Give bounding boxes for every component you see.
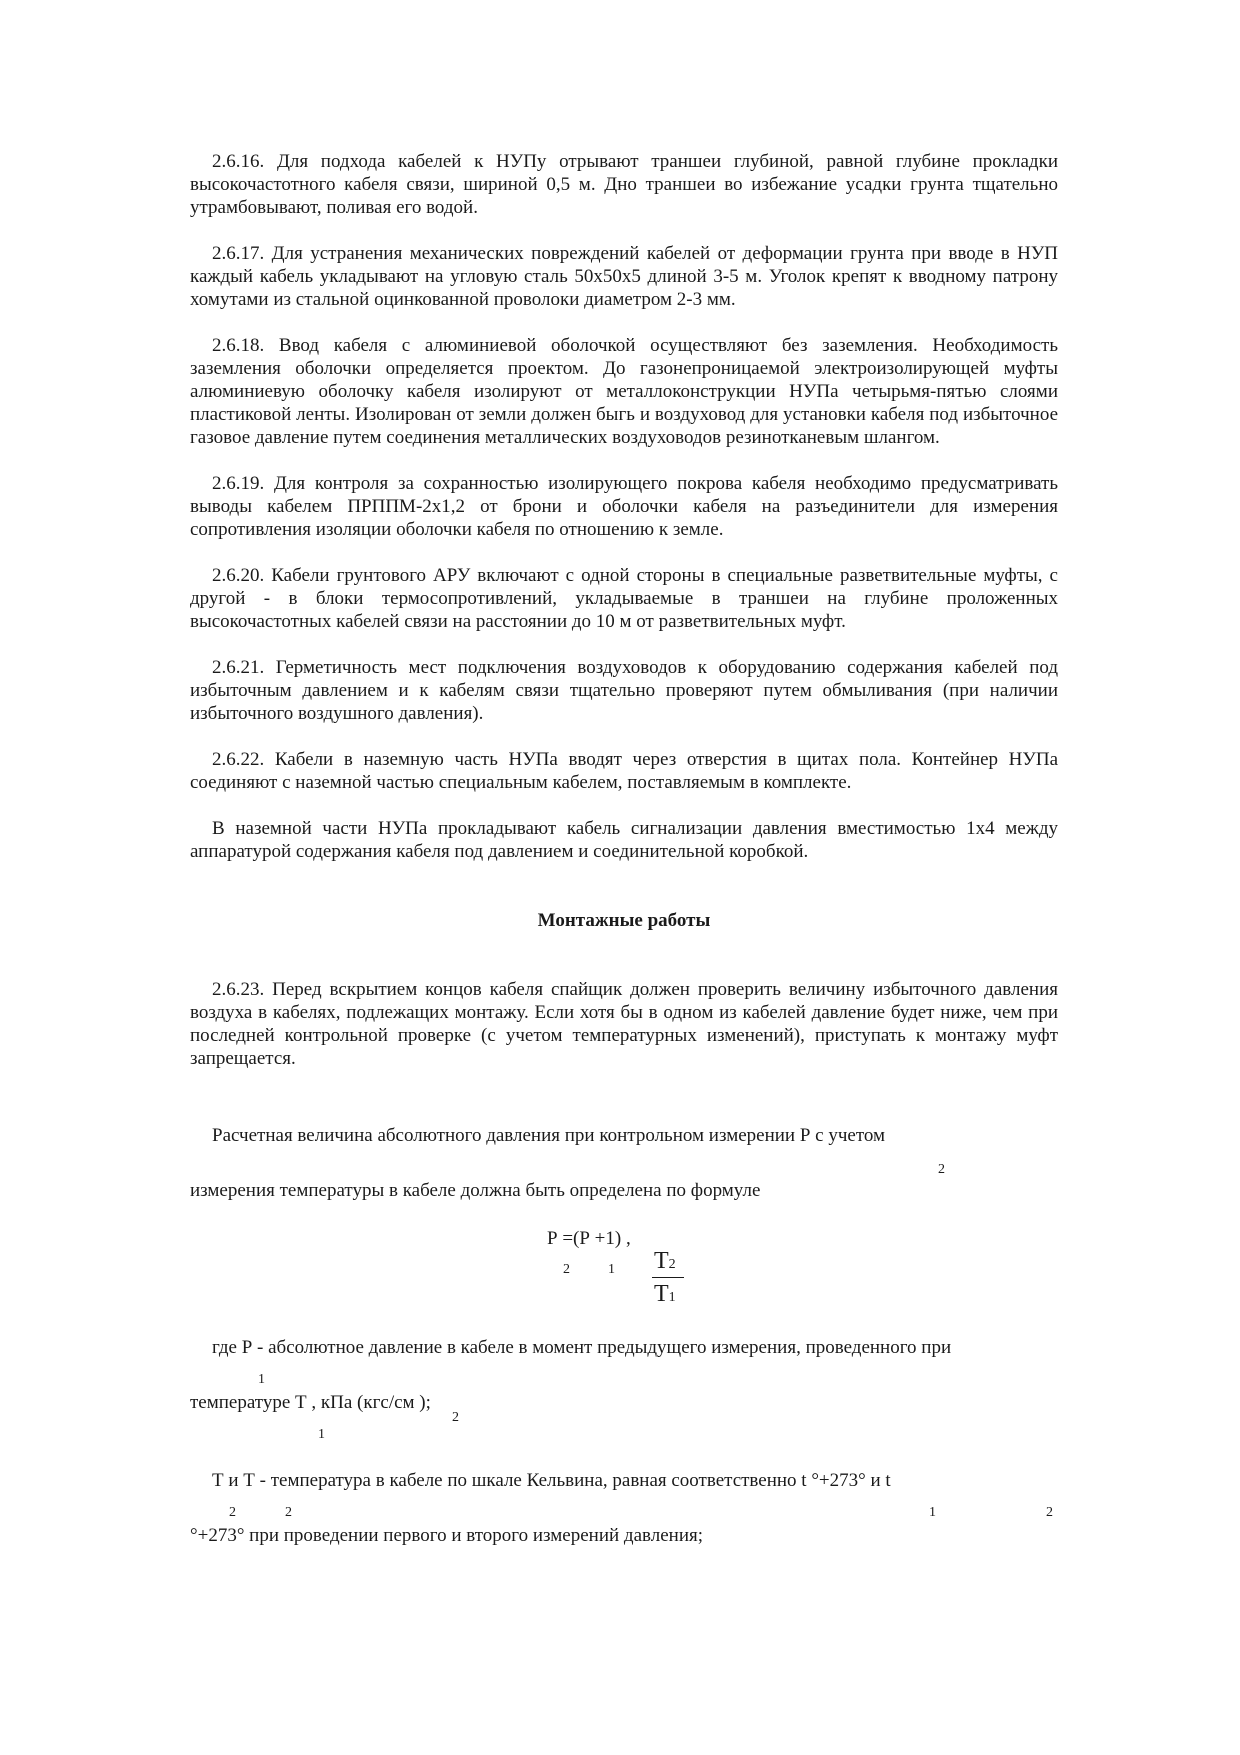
formula-sub-p1: 1 bbox=[608, 1262, 615, 1277]
paragraph-2-6-21: 2.6.21. Герметичность мест подключения воздуховодов к оборудованию содержания кабелей под избыточным давлением и к кабелям связи тщательно проверяют путем обмыливания (при наличии избыточного воздушного давления). bbox=[190, 657, 1058, 724]
calc-line-1: Расчетная величина абсолютного давления при контрольном измерении Р с учетом bbox=[212, 1125, 886, 1146]
formula-sub-p2: 2 bbox=[563, 1262, 570, 1277]
paragraph-above-ground: В наземной части НУПа прокладывают кабель сигнализации давления вместимостью 1х4 между аппаратурой содержания кабеля под давлением и соединительной коробкой. bbox=[190, 818, 1058, 862]
temps-line-1: Т и Т - температура в кабеле по шкале Кельвина, равная соответственно t °+273° и t bbox=[212, 1470, 891, 1491]
temps-line-2: °+273° при проведении первого и второго измерений давления; bbox=[190, 1525, 703, 1546]
paragraph-2-6-23: 2.6.23. Перед вскрытием концов кабеля спайщик должен проверить величину избыточного давления воздуха в кабелях, подлежащих монтажу. Если хотя бы в одном из кабелей давление будет ниже, чем при последней контрольной проверке (с учетом температурных изменений), приступать к монтажу муфт запрещается. bbox=[190, 979, 1058, 1069]
calc-line-2: измерения температуры в кабеле должна быть определена по формуле bbox=[190, 1180, 761, 1201]
where-sub-t1: 1 bbox=[318, 1427, 325, 1442]
temps-sub-t2a: 2 bbox=[229, 1505, 236, 1520]
where-sub-p1: 1 bbox=[258, 1372, 265, 1387]
paragraph-2-6-17: 2.6.17. Для устранения механических повреждений кабелей от деформации грунта при вводе в НУП каждый кабель укладывают на угловую сталь 50х50х5 длиной 3-5 м. Уголок крепят к вводному патрону хомутами из стальной оцинкованной проволоки диаметром 2-3 мм. bbox=[190, 243, 1058, 310]
formula-lhs: Р =(Р +1) , bbox=[547, 1228, 631, 1249]
paragraph-2-6-20: 2.6.20. Кабели грунтового АРУ включают с одной стороны в специальные разветвительные муфты, с другой - в блоки термосопротивлений, укладываемые в траншеи на глубине проложенных высокочастотных кабелей связи на расстоянии до 10 м от разветвительных муфт. bbox=[190, 565, 1058, 632]
section-heading: Монтажные работы bbox=[537, 910, 711, 931]
formula-denominator: Т1 bbox=[654, 1281, 676, 1307]
paragraph-2-6-19: 2.6.19. Для контроля за сохранностью изолирующего покрова кабеля необходимо предусматривать выводы кабелем ПРППМ-2х1,2 от брони и оболочки кабеля на разъединители для измерения сопротивления изоляции оболочки кабеля по отношению к земле. bbox=[190, 473, 1058, 540]
temps-sub-t2c: 2 bbox=[1046, 1505, 1053, 1520]
paragraph-2-6-22: 2.6.22. Кабели в наземную часть НУПа вводят через отверстия в щитах пола. Контейнер НУПа соединяют с наземной частью специальным кабелем, поставляемым в комплекте. bbox=[190, 749, 1058, 793]
where-line-2: температуре Т , кПа (кгс/см ); bbox=[190, 1392, 431, 1413]
paragraph-2-6-18: 2.6.18. Ввод кабеля с алюминиевой оболочкой осуществляют без заземления. Необходимость заземления оболочки определяется проектом. До газонепроницаемой электроизолирующей муфты алюминиевую оболочку кабеля изолируют от металлоконструкции НУПа четырьмя-пятью слоями пластиковой ленты. Изолирован от земли должен быгь и воздуховод для установки кабеля под избыточное газовое давление путем соединения металлических воздуховодов резинотканевым шлангом. bbox=[190, 335, 1058, 448]
formula-numerator: Т2 bbox=[654, 1248, 676, 1274]
fraction-bar bbox=[652, 1277, 684, 1278]
document-body bbox=[190, 150, 1058, 1093]
paragraph-2-6-16: 2.6.16. Для подхода кабелей к НУПу отрывают траншеи глубиной, равной глубине прокладки высокочастотного кабеля связи, шириной 0,5 м. Дно траншеи во избежание усадки грунта тщательно утрамбовывают, поливая его водой. bbox=[190, 151, 1058, 218]
where-sup-2: 2 bbox=[452, 1410, 459, 1425]
temps-sub-t2b: 2 bbox=[285, 1505, 292, 1520]
calc-sub-1: 2 bbox=[938, 1162, 945, 1177]
where-line-1: где Р - абсолютное давление в кабеле в момент предыдущего измерения, проведенного при bbox=[212, 1337, 952, 1358]
temps-sub-t1: 1 bbox=[929, 1505, 936, 1520]
